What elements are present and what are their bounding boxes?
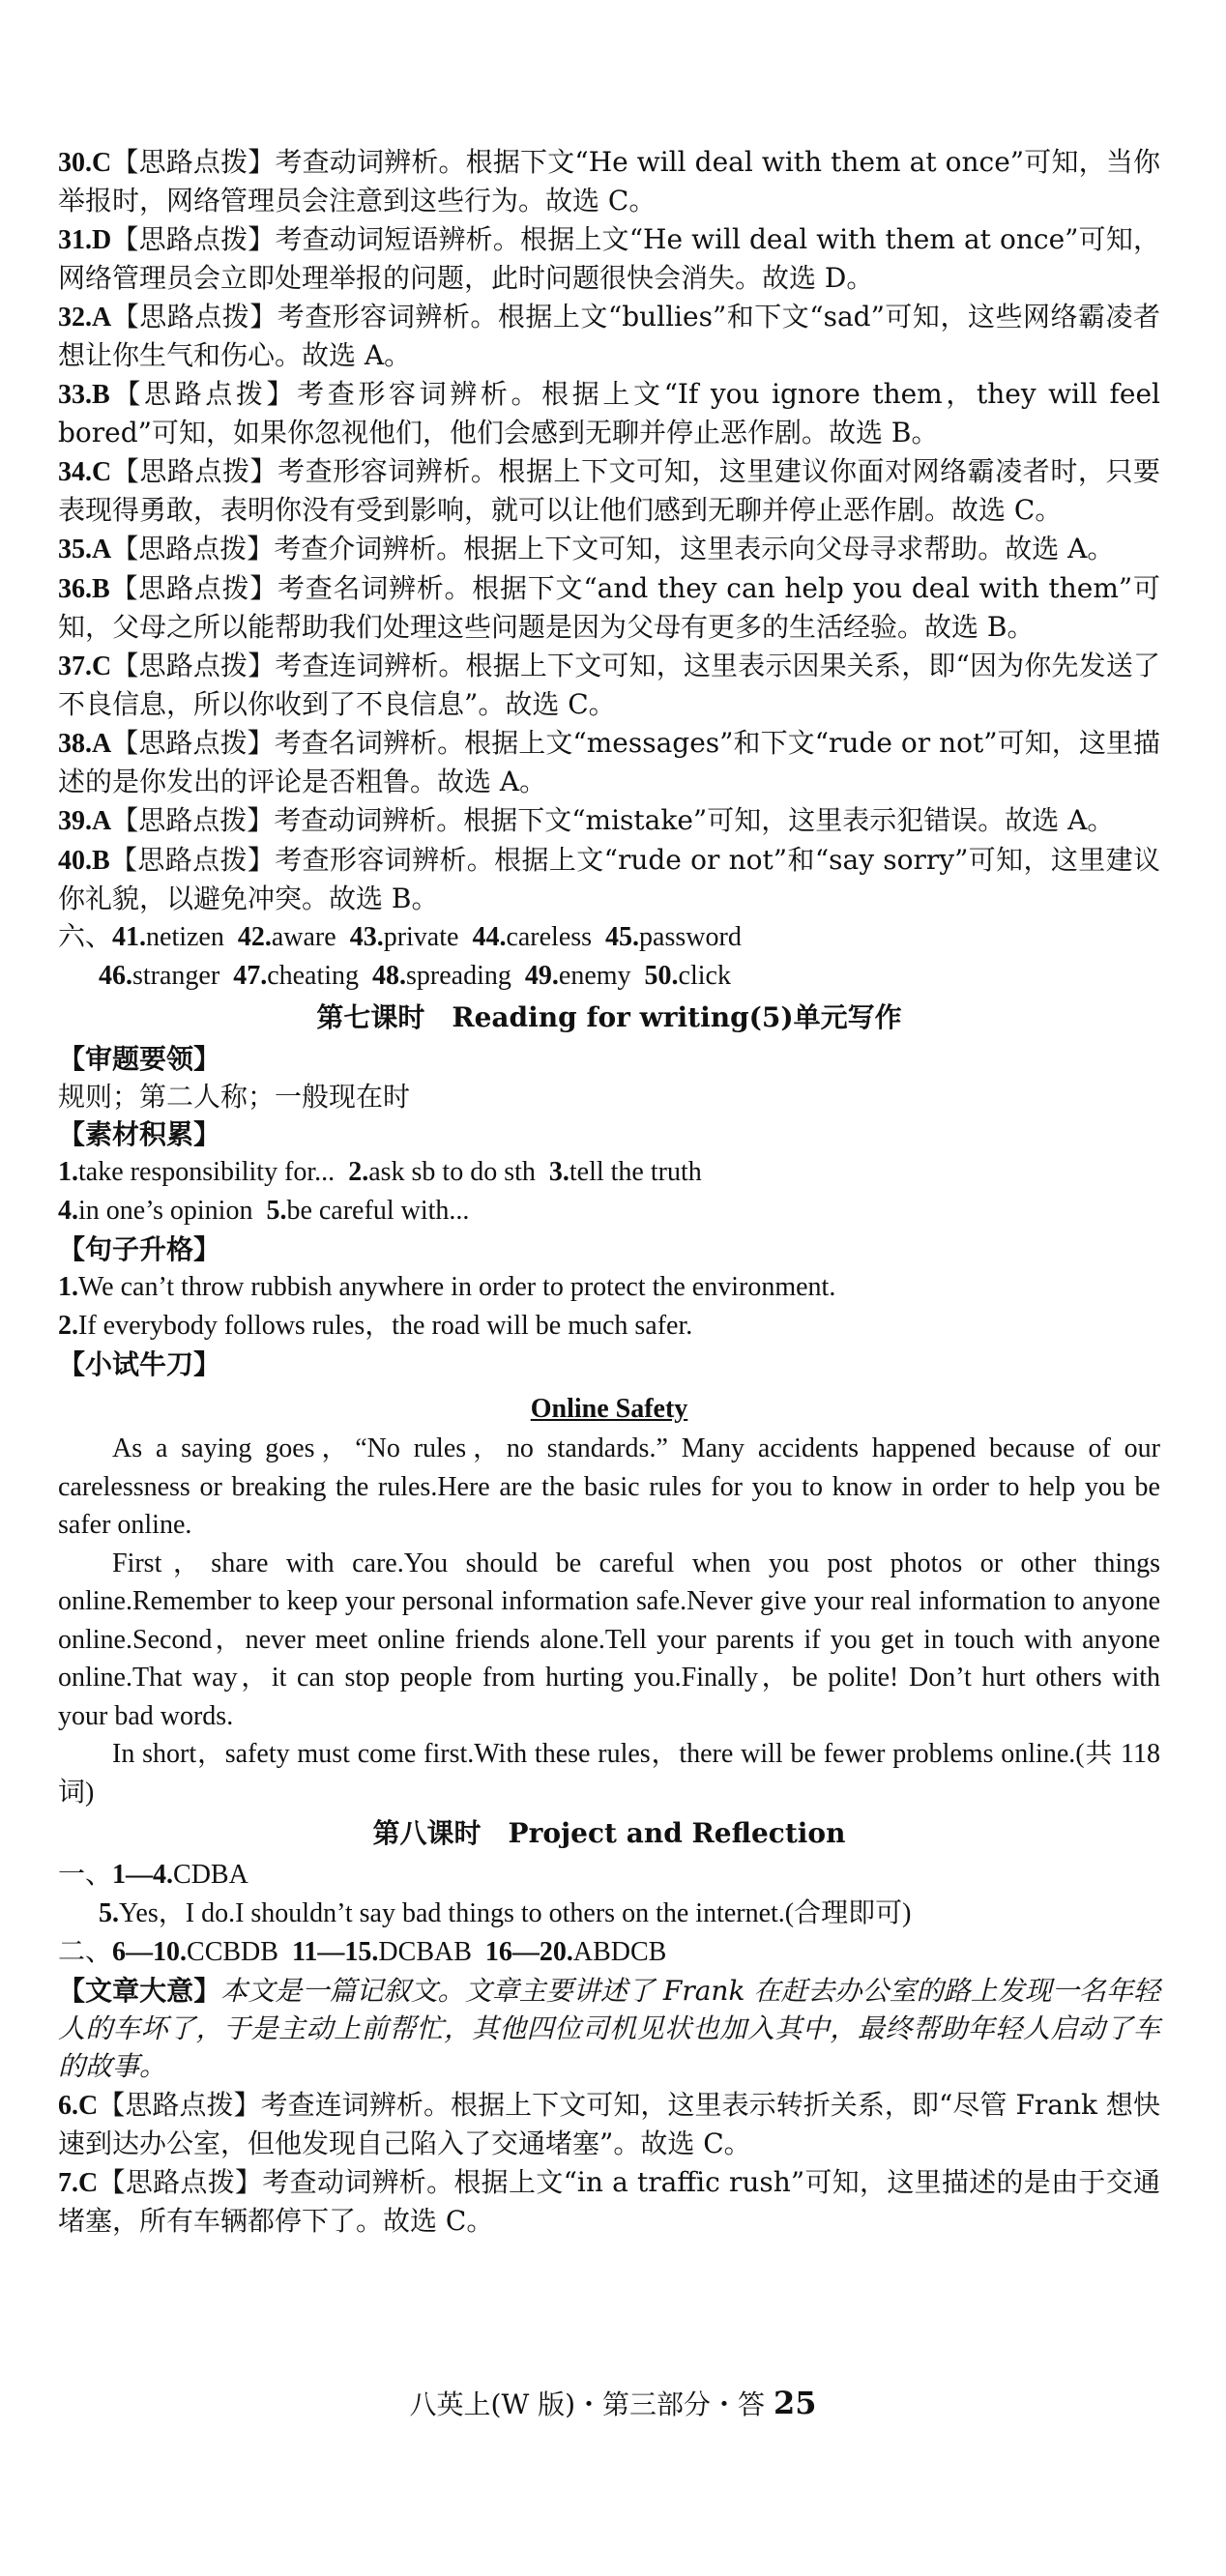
- blank-number: 44.: [472, 922, 507, 952]
- answer-range: 6—10.: [112, 1937, 188, 1967]
- lesson-8-title: 第八课时 Project and Reflection: [372, 1817, 846, 1849]
- shenti-text: 规则；第二人称；一般现在时: [58, 1081, 411, 1113]
- item-explanation: 【思路点拨】考查动词短语辨析。根据上文“He will deal with them at once”可知，网络管理员会立即处理举报的问题，此时问题很快会消失。故选 D。: [58, 223, 1160, 294]
- blank-word: password: [639, 922, 742, 952]
- blank-word: aware: [271, 922, 336, 952]
- page-footer: [0, 2384, 1226, 2424]
- answer-letters: DCBAB: [378, 1937, 472, 1967]
- material-text: be careful with...: [286, 1196, 470, 1226]
- material-text: ask sb to do sth: [368, 1157, 536, 1187]
- answer-range: 1—4.: [112, 1860, 174, 1890]
- section-6-line-2: [58, 957, 1160, 996]
- section-label: 六、: [58, 922, 113, 952]
- sentence-1: [58, 1268, 1160, 1307]
- essay-paragraph-1: As a saying goes，“No rules，no standards.” Many accidents happened because of our carelessness or breaking the rules.Here are the basic rules for you to know in order to help you be safer online.: [58, 1433, 1160, 1540]
- page-number: 25: [773, 2385, 817, 2421]
- item-explanation: 【思路点拨】考查连词辨析。根据上下文可知，这里表示转折关系，即“尽管 Frank 想快速到达办公室，但他发现自己陷入了交通堵塞”。故选 C。: [58, 2089, 1160, 2159]
- blank-word: stranger: [132, 961, 220, 991]
- sentence-num: 1.: [58, 1272, 78, 1302]
- item-number: 39.A: [58, 806, 112, 836]
- item-explanation: 【思路点拨】考查形容词辨析。根据上文“rude or not”和“say sorry”可知，这里建议你礼貌，以避免冲突。故选 B。: [58, 844, 1160, 914]
- item-number: 7.C: [58, 2168, 99, 2198]
- blank-number: 43.: [349, 922, 384, 952]
- sentence-2: [58, 1307, 1160, 1346]
- section-6-line-1: [58, 918, 1160, 957]
- section-label: 一、: [58, 1860, 113, 1890]
- lesson-7-title: 第七课时 Reading for writing(5)单元写作: [316, 1001, 902, 1033]
- item-number: 32.A: [58, 303, 112, 333]
- sentence-num: 2.: [58, 1311, 78, 1341]
- answer-range: 11—15.: [291, 1937, 379, 1967]
- answer-items-30-40: [58, 143, 1160, 917]
- lesson-8-q5: [58, 1895, 1160, 1933]
- blank-number: 48.: [372, 961, 407, 991]
- answer-letters: ABDCB: [572, 1937, 667, 1967]
- answer-item: [58, 569, 1160, 646]
- material-text: take responsibility for...: [78, 1157, 336, 1187]
- heading-shenti: 【审题要领】: [58, 1043, 221, 1075]
- blank-word: cheating: [267, 961, 360, 991]
- answer-letters: CCBDB: [187, 1937, 278, 1967]
- blank-number: 46.: [99, 961, 132, 991]
- answer-item: [58, 452, 1160, 529]
- answer-item: [58, 220, 1160, 297]
- item-number: 6.C: [58, 2091, 99, 2121]
- item-number: 38.A: [58, 729, 112, 759]
- material-num: 3.: [548, 1157, 569, 1187]
- section-label: 二、: [58, 1937, 113, 1967]
- item-explanation: 【思路点拨】考查动词辨析。根据下文“He will deal with them at once”可知，当你举报时，网络管理员会注意到这些行为。故选 C。: [58, 146, 1160, 217]
- blank-number: 42.: [237, 922, 272, 952]
- material-num: 1.: [58, 1157, 78, 1187]
- material-num: 5.: [266, 1196, 287, 1226]
- summary-text: 本文是一篇记叙文。文章主要讲述了 Frank 在赶去办公室的路上发现一名年轻人的车坏了，于是主动上前帮忙，其他四位司机见状也加入其中，最终帮助年轻人启动了车的故事。: [58, 1975, 1160, 2082]
- essay-paragraph-2: First，share with care.You should be careful when you post photos or other things online.Remember to keep your personal information safe.Never give your real information to anyone online.Second，never meet online friends alone.Tell your parents if you get in touch with anyone online.That way，it can stop people from hurting you.Finally，be polite! Don’t hurt others with your bad words.: [58, 1548, 1160, 1731]
- section-6-answers: [58, 918, 1160, 996]
- item-explanation: 【思路点拨】考查连词辨析。根据上下文可知，这里表示因果关系，即“因为你先发送了不良信息，所以你收到了不良信息”。故选 C。: [58, 650, 1160, 720]
- answer-range: 16—20.: [484, 1937, 573, 1967]
- item-explanation: 【思路点拨】考查形容词辨析。根据上文“bullies”和下文“sad”可知，这些网络霸凌者想让你生气和伤心。故选 A。: [58, 301, 1160, 371]
- answer-item: [58, 143, 1160, 219]
- article-summary: [58, 1972, 1160, 2085]
- item-explanation: 【思路点拨】考查名词辨析。根据下文“and they can help you deal with them”可知，父母之所以能帮助我们处理这些问题是因为父母有更多的生活经验。故选 B。: [58, 572, 1160, 643]
- answer-item: [58, 647, 1160, 723]
- material-text: in one’s opinion: [78, 1196, 253, 1226]
- item-number: 30.C: [58, 148, 112, 178]
- blank-word: netizen: [146, 922, 224, 952]
- item-number: 36.B: [58, 574, 110, 604]
- material-num: 4.: [58, 1196, 78, 1226]
- item-number: 34.C: [58, 457, 112, 487]
- item-explanation: 【思路点拨】考查介词辨析。根据上下文可知，这里表示向父母寻求帮助。故选 A。: [111, 533, 1115, 564]
- item-number: 31.D: [58, 225, 112, 255]
- blank-word: private: [383, 922, 459, 952]
- item-explanation: 【思路点拨】考查动词辨析。根据下文“mistake”可知，这里表示犯错误。故选 A。: [111, 804, 1115, 836]
- blank-number: 47.: [233, 961, 268, 991]
- item-explanation: 【思路点拨】考查形容词辨析。根据上文“If you ignore them，they will feel bored”可知，如果你忽视他们，他们会感到无聊并停止恶作剧。故选 B。: [58, 378, 1160, 449]
- blank-number: 50.: [644, 961, 679, 991]
- answer-item: [58, 375, 1160, 451]
- answer-item: [58, 724, 1160, 800]
- item-number: 40.B: [58, 846, 110, 876]
- sentence-text: We can’t throw rubbish anywhere in order to protect the environment.: [78, 1272, 836, 1302]
- sucai-line-1: [58, 1153, 1160, 1192]
- sucai-line-2: [58, 1192, 1160, 1230]
- essay-title: Online Safety: [530, 1394, 688, 1424]
- blank-number: 49.: [524, 961, 559, 991]
- heading-juzi: 【句子升格】: [58, 1233, 221, 1265]
- item-number: 37.C: [58, 651, 112, 681]
- lesson-8-section-1: [58, 1856, 1160, 1895]
- answer-text: Yes，I do.I shouldn’t say bad things to others on the internet.(合理即可): [119, 1898, 912, 1928]
- blank-number: 41.: [112, 922, 147, 952]
- answer-item: [58, 298, 1160, 374]
- blank-number: 45.: [605, 922, 640, 952]
- answer-item: [58, 530, 1160, 568]
- answer-item: [58, 2086, 1160, 2162]
- answer-item: [58, 841, 1160, 917]
- answer-num: 5.: [99, 1898, 119, 1928]
- blank-word: click: [678, 961, 731, 991]
- heading-xiaoshi: 【小试牛刀】: [58, 1348, 221, 1380]
- answer-item: [58, 801, 1160, 840]
- answer-letters: CDBA: [173, 1860, 248, 1890]
- page-content: [58, 143, 1160, 2241]
- material-num: 2.: [348, 1157, 369, 1187]
- sentence-text: If everybody follows rules，the road will be much safer.: [78, 1311, 693, 1341]
- answer-items-6-7: [58, 2086, 1160, 2240]
- lesson-8-section-2: [58, 1933, 1160, 1972]
- item-explanation: 【思路点拨】考查名词辨析。根据上文“messages”和下文“rude or not”可知，这里描述的是你发出的评论是否粗鲁。故选 A。: [58, 727, 1160, 797]
- footer-text: 八英上(W 版)・第三部分・答: [409, 2388, 766, 2420]
- item-number: 35.A: [58, 535, 112, 564]
- item-explanation: 【思路点拨】考查形容词辨析。根据上下文可知，这里建议你面对网络霸凌者时，只要表现得勇敢，表明你没有受到影响，就可以让他们感到无聊并停止恶作剧。故选 C。: [58, 455, 1160, 526]
- answer-item: [58, 2163, 1160, 2240]
- blank-word: enemy: [558, 961, 631, 991]
- item-explanation: 【思路点拨】考查动词辨析。根据上文“in a traffic rush”可知，这里描述的是由于交通堵塞，所有车辆都停下了。故选 C。: [58, 2166, 1160, 2237]
- summary-tag: 【文章大意】: [58, 1975, 221, 2007]
- blank-word: careless: [506, 922, 593, 952]
- essay-paragraph-3: In short，safety must come first.With these rules，there will be fewer problems online.(共 118 词): [58, 1739, 1160, 1808]
- material-text: tell the truth: [569, 1157, 702, 1187]
- item-number: 33.B: [58, 380, 110, 410]
- blank-word: spreading: [406, 961, 511, 991]
- heading-sucai: 【素材积累】: [58, 1118, 221, 1150]
